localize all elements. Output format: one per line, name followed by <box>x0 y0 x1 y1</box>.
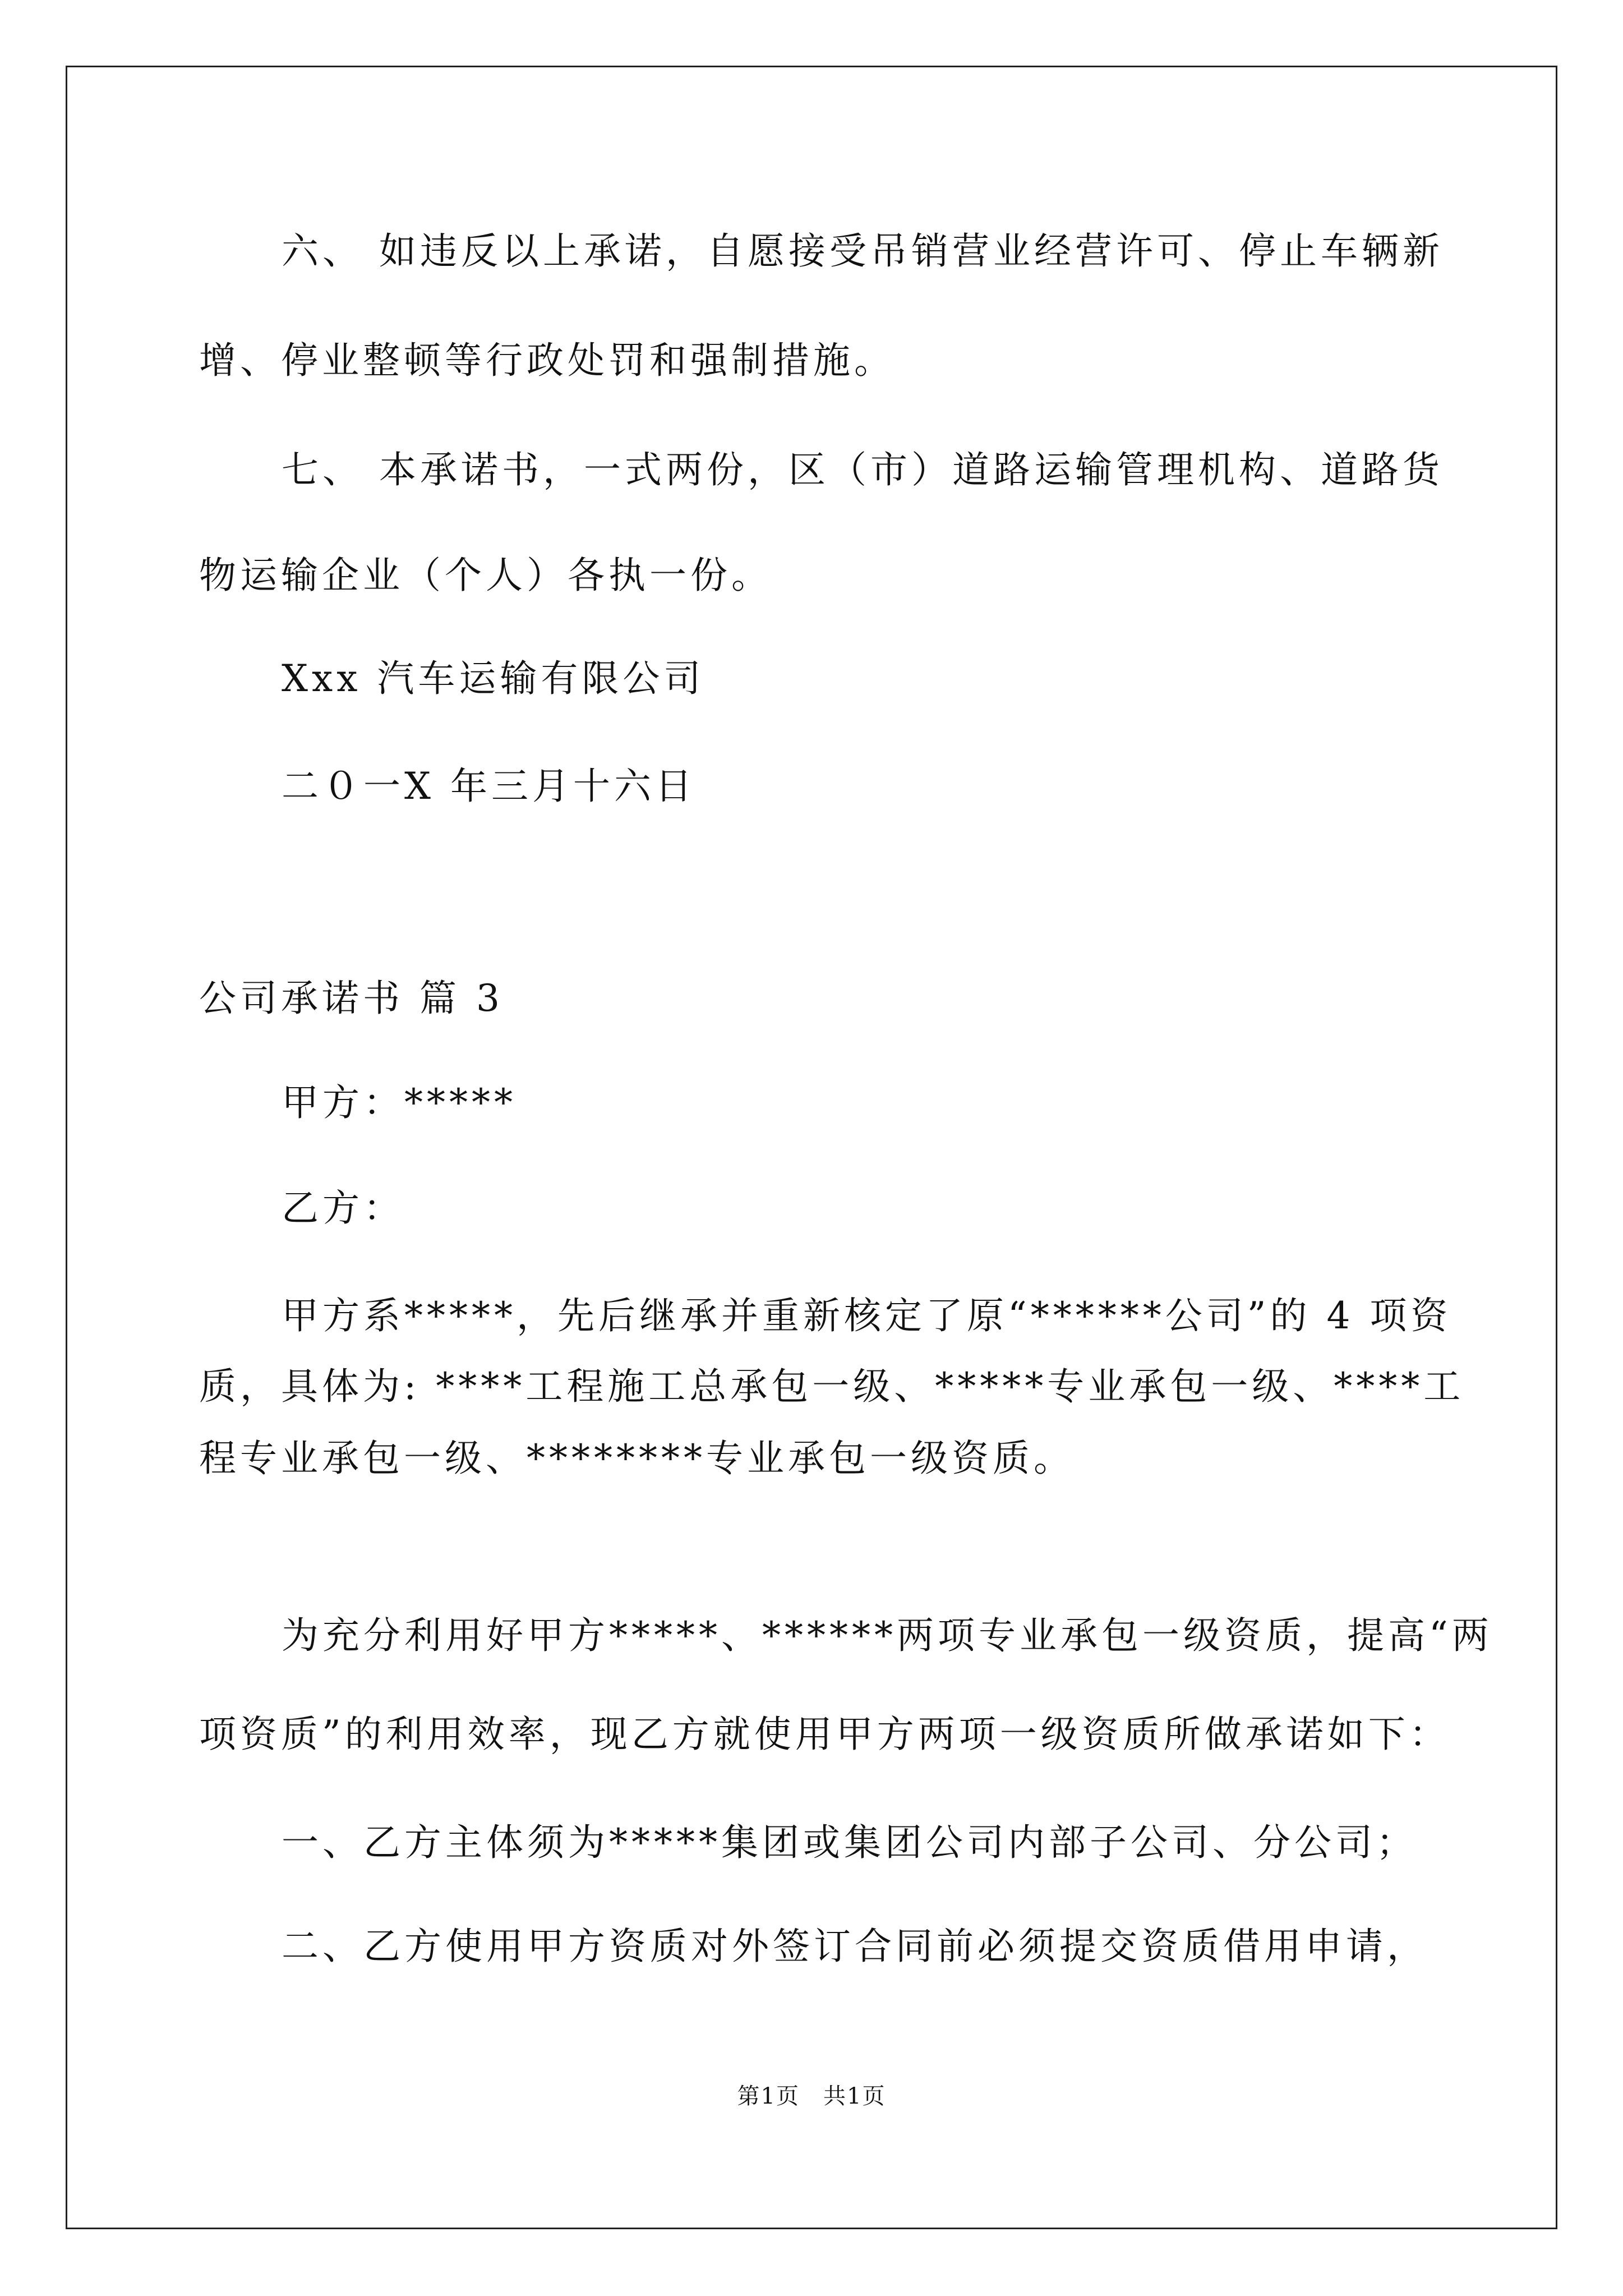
paragraph-line-14: 项资质”的利用效率，现乙方就使用甲方两项一级资质所做承诺如下： <box>199 1713 1450 1756</box>
date-line: 二０一X 年三月十六日 <box>282 765 696 808</box>
paragraph-line-12: 程专业承包一级、********专业承包一级资质。 <box>199 1437 1075 1480</box>
page-border <box>66 66 1557 2229</box>
paragraph-line-16: 二、乙方使用甲方资质对外签订合同前必须提交资质借用申请， <box>282 1925 1428 1968</box>
paragraph-line-1: 六、 如违反以上承诺，自愿接受吊销营业经营许可、停止车辆新 <box>282 229 1444 273</box>
paragraph-line-3: 七、 本承诺书，一式两份，区（市）道路运输管理机构、道路货 <box>282 448 1444 491</box>
paragraph-line-4: 物运输企业（个人）各执一份。 <box>199 554 772 597</box>
paragraph-line-2: 增、停业整顿等行政处罚和强制措施。 <box>199 339 895 382</box>
paragraph-line-10: 甲方系*****，先后继承并重新核定了原“******公司”的 4 项资 <box>282 1294 1452 1337</box>
paragraph-line-11: 质，具体为: ****工程施工总承包一级、*****专业承包一级、****工 <box>199 1365 1465 1408</box>
party-a-line: 甲方：***** <box>282 1081 517 1124</box>
page-footer: 第1页 共1页 <box>737 2083 886 2109</box>
paragraph-line-15: 一、乙方主体须为*****集团或集团公司内部子公司、分公司； <box>282 1821 1417 1864</box>
paragraph-line-13: 为充分利用好甲方*****、******两项专业承包一级资质，提高“两 <box>282 1614 1493 1657</box>
party-b-line: 乙方： <box>282 1186 404 1230</box>
section-heading: 公司承诺书 篇 3 <box>199 977 504 1020</box>
company-name-line: Xxx 汽车运输有限公司 <box>282 657 705 700</box>
